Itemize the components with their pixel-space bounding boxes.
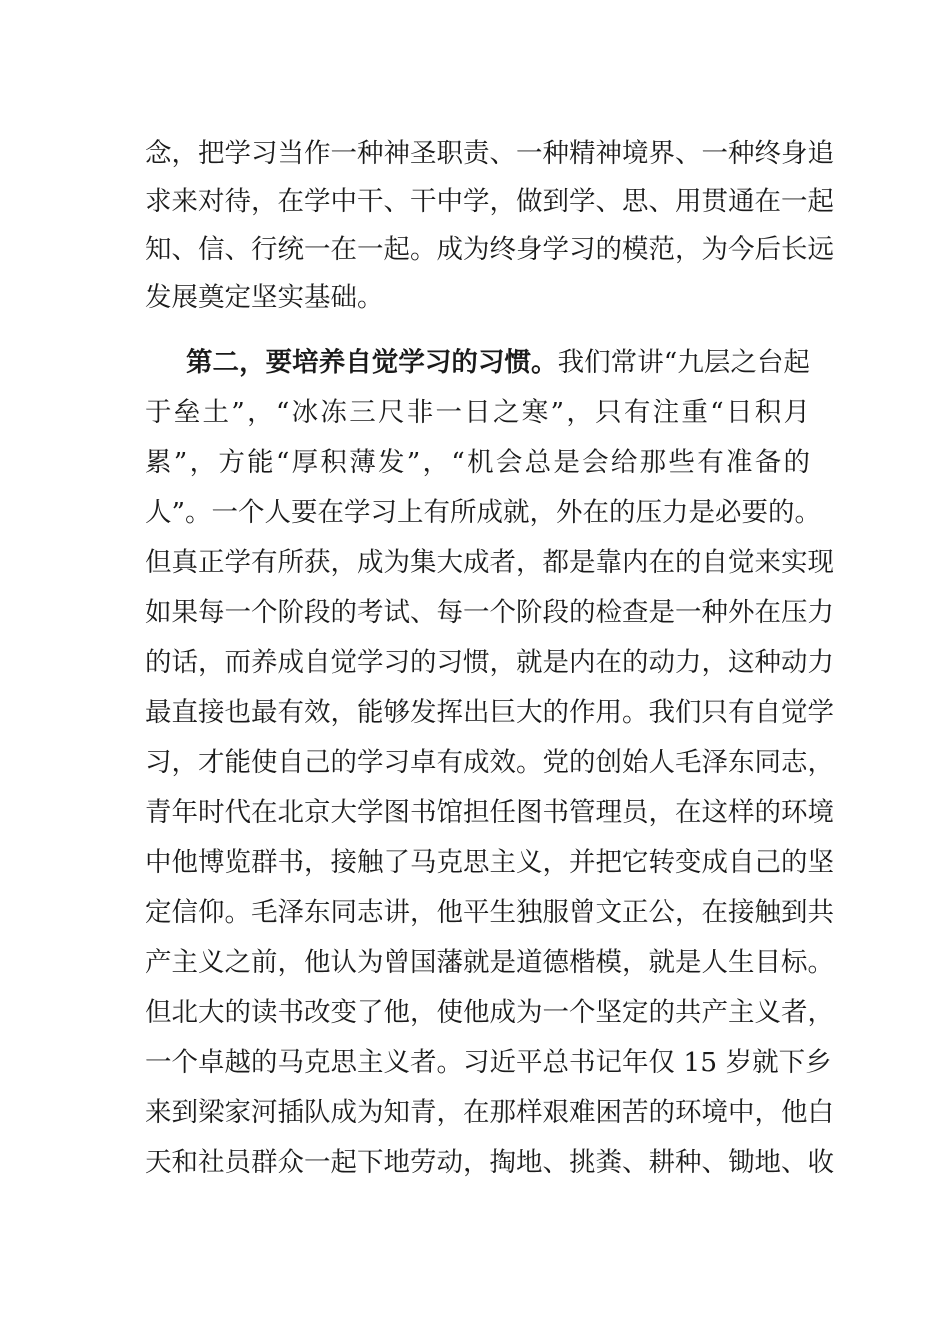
text-run: 我们常讲“九层之台起: [557, 347, 810, 378]
text-line: 来到梁家河插队成为知青，在那样艰难困苦的环境中，他白: [145, 1097, 834, 1128]
text-line: 青年时代在北京大学图书馆担任图书管理员，在这样的环境: [145, 797, 834, 828]
text-line: 累”，方能“厚积薄发”，“机会总是会给那些有准备的: [145, 447, 810, 478]
text-line: 知、信、行统一在一起。成为终身学习的模范，为今后长远: [145, 234, 834, 265]
text-line: 但北大的读书改变了他，使他成为一个坚定的共产主义者，: [145, 997, 834, 1028]
section-heading: 第二，要培养自觉学习的习惯。: [186, 347, 558, 378]
text-line: 求来对待，在学中干、干中学，做到学、思、用贯通在一起: [145, 186, 834, 217]
text-line: 念，把学习当作一种神圣职责、一种精神境界、一种终身追: [145, 138, 834, 169]
text-line: 一个卓越的马克思主义者。习近平总书记年仅 15 岁就下乡: [145, 1047, 832, 1078]
text-line: 于垒土”，“冰冻三尺非一日之寒”，只有注重“日积月: [145, 397, 810, 428]
text-line: 发展奠定坚实基础。: [145, 282, 384, 313]
text-line: 产主义之前，他认为曾国藩就是道德楷模，就是人生目标。: [145, 947, 834, 978]
text-line: 人”。一个人要在学习上有所成就，外在的压力是必要的。: [145, 497, 822, 528]
text-line: 习，才能使自己的学习卓有成效。党的创始人毛泽东同志，: [145, 747, 834, 778]
text-line: 中他博览群书，接触了马克思主义，并把它转变成自己的坚: [145, 847, 834, 878]
text-line: 但真正学有所获，成为集大成者，都是靠内在的自觉来实现: [145, 547, 834, 578]
text-line: 的话，而养成自觉学习的习惯，就是内在的动力，这种动力: [145, 647, 834, 678]
text-line: 定信仰。毛泽东同志讲，他平生独服曾文正公，在接触到共: [145, 897, 834, 928]
paragraph-first-line: [186, 343, 810, 383]
text-line: 如果每一个阶段的考试、每一个阶段的检查是一种外在压力: [145, 597, 834, 628]
text-line: 天和社员群众一起下地劳动，掏地、挑粪、耕种、锄地、收: [145, 1147, 834, 1178]
text-line: 最直接也最有效，能够发挥出巨大的作用。我们只有自觉学: [145, 697, 834, 728]
